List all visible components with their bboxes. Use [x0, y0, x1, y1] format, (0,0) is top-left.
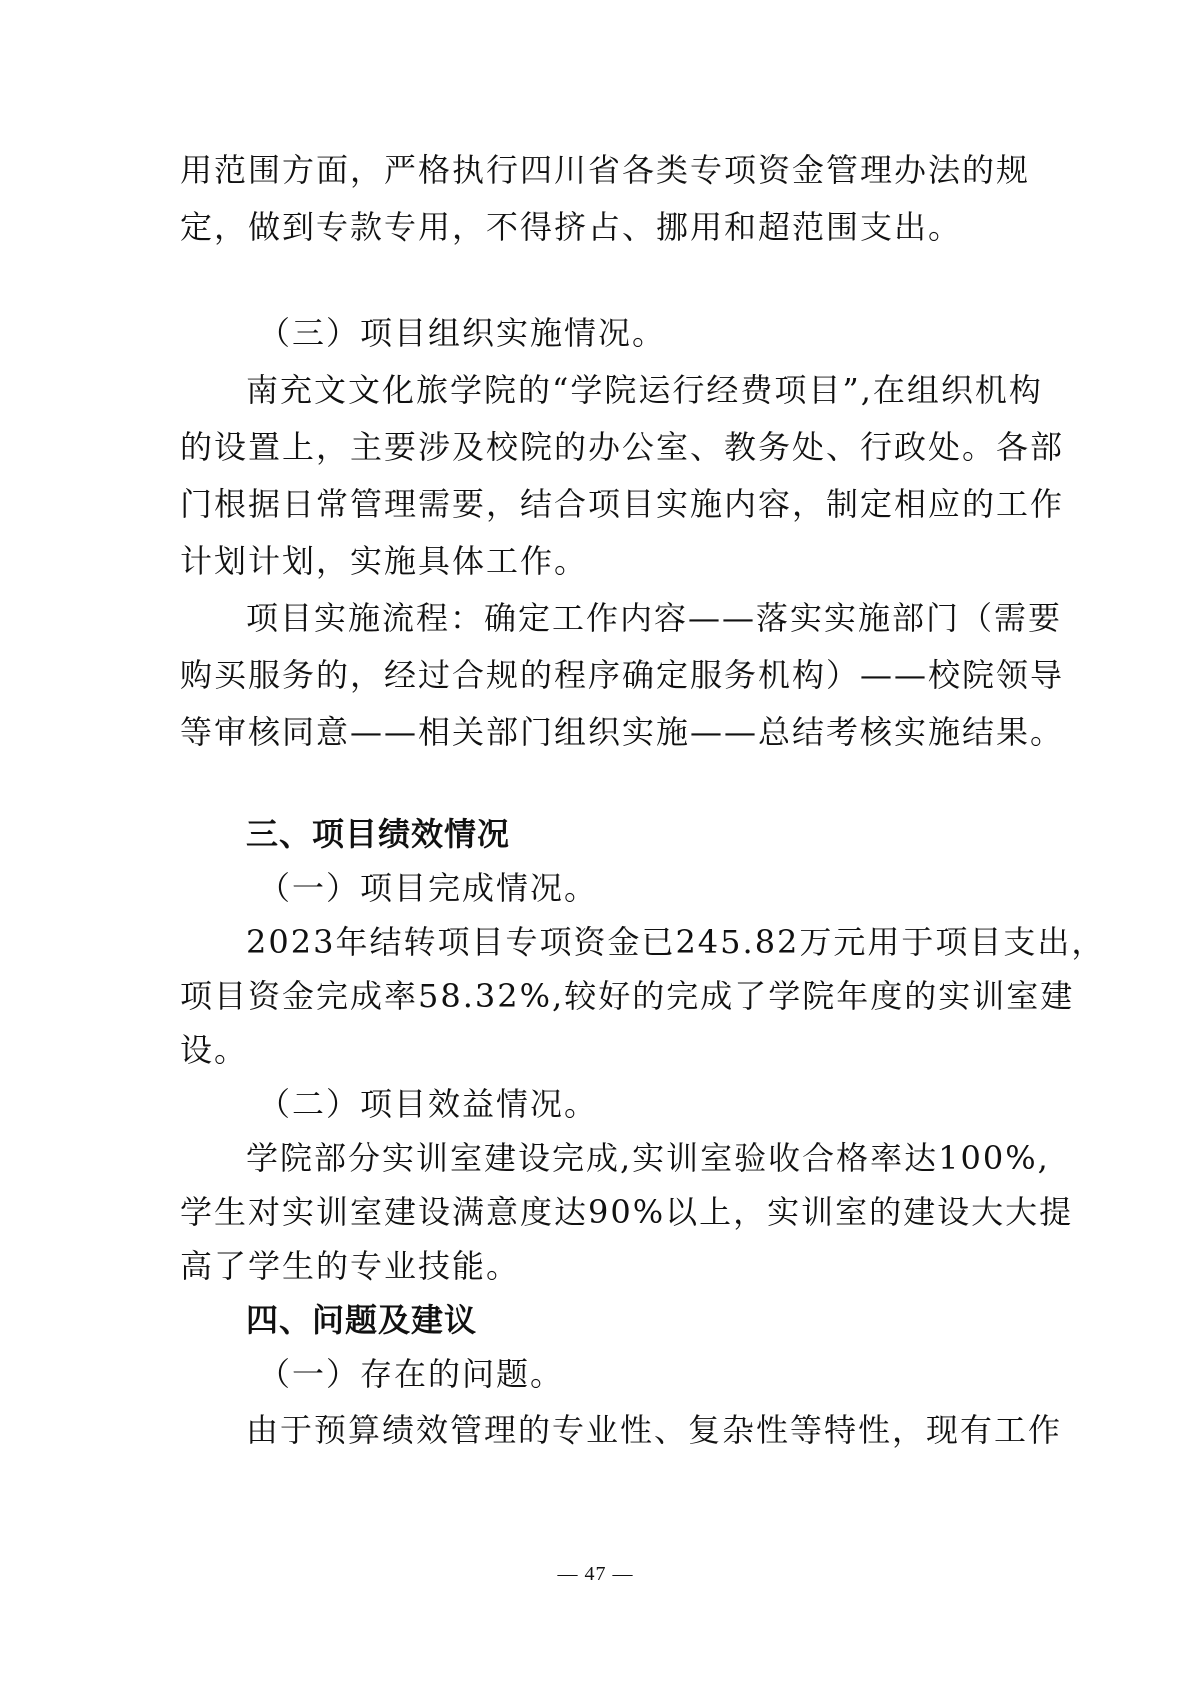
body-text-line: 购买服务的，经过合规的程序确定服务机构）——校院领导 [180, 656, 1065, 694]
page-number: — 47 — [557, 1563, 634, 1585]
body-text-line: 2023年结转项目专项资金已245.82万元用于项目支出， [246, 923, 1106, 961]
subsection-heading: （三）项目组织实施情况。 [258, 314, 667, 352]
body-text-line: 定，做到专款专用，不得挤占、挪用和超范围支出。 [180, 208, 963, 246]
body-text-line: 的设置上，主要涉及校院的办公室、教务处、行政处。各部 [180, 428, 1065, 466]
subsection-heading: （一）存在的问题。 [258, 1355, 565, 1393]
body-text-line: 学生对实训室建设满意度达90%以上，实训室的建设大大提 [180, 1193, 1074, 1231]
body-text-line: 项目实施流程：确定工作内容——落实实施部门（需要 [246, 599, 1063, 637]
body-text-line: 计划计划，实施具体工作。 [180, 542, 589, 580]
body-text-line: 用范围方面，严格执行四川省各类专项资金管理办法的规 [180, 151, 1031, 189]
body-text-line: 项目资金完成率58.32%,较好的完成了学院年度的实训室建 [180, 977, 1075, 1015]
body-text-line: 由于预算绩效管理的专业性、复杂性等特性，现有工作 [246, 1411, 1063, 1449]
body-text-line: 门根据日常管理需要，结合项目实施内容，制定相应的工作 [180, 485, 1065, 523]
body-text-line: 南充文文化旅学院的“学院运行经费项目”,在组织机构 [246, 371, 1043, 409]
subsection-heading: （二）项目效益情况。 [258, 1085, 599, 1123]
body-text-line: 学院部分实训室建设完成,实训室验收合格率达100%, [246, 1139, 1050, 1177]
body-text-line: 设。 [180, 1031, 249, 1069]
section-heading: 三、项目绩效情况 [246, 815, 511, 853]
section-heading: 四、问题及建议 [246, 1301, 478, 1339]
subsection-heading: （一）项目完成情况。 [258, 869, 599, 907]
body-text-line: 等审核同意——相关部门组织实施——总结考核实施结果。 [180, 713, 1065, 751]
body-text-line: 高了学生的专业技能。 [180, 1247, 521, 1285]
